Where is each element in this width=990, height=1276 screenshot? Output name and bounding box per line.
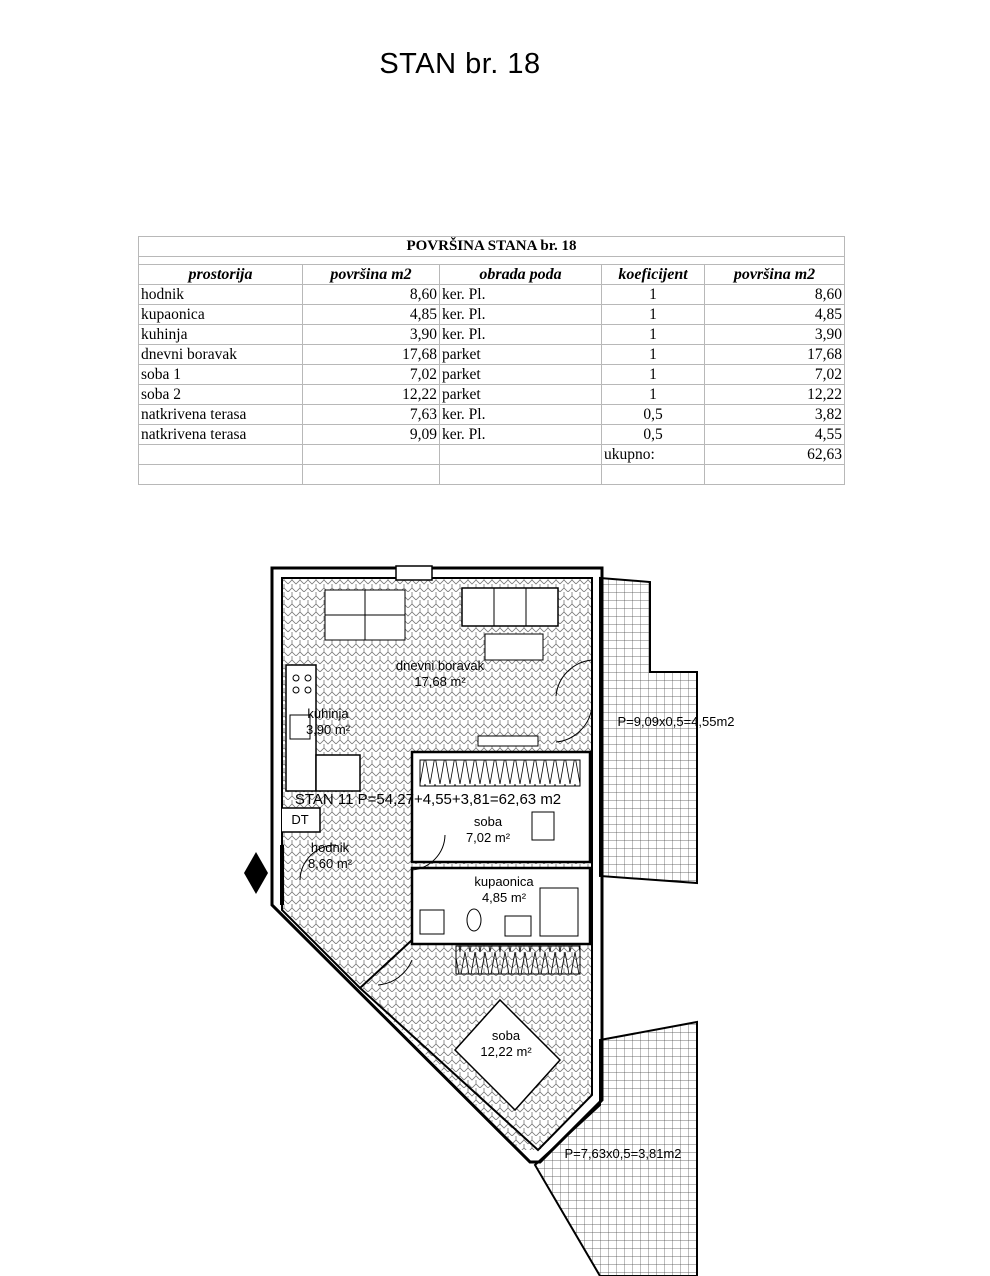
label-hall-area: 8,60 m² <box>307 856 353 871</box>
cell-floor: parket <box>440 365 602 385</box>
cell-coef: 0,5 <box>602 425 705 445</box>
cell-floor: ker. Pl. <box>440 325 602 345</box>
cell-area: 4,85 <box>303 305 440 325</box>
cell-net: 17,68 <box>705 345 845 365</box>
washing-machine-icon <box>540 888 578 936</box>
wardrobe-icon <box>420 760 580 786</box>
label-room2-name: soba <box>491 1028 521 1043</box>
entrance-icon <box>244 852 268 894</box>
cell-coef: 1 <box>602 365 705 385</box>
label-room2-area: 12,22 m² <box>480 1044 532 1059</box>
label-terrace-bottom: P=7,63x0,5=3,81m2 <box>564 1146 682 1161</box>
header-povrsina: površina m2 <box>303 265 440 285</box>
cell-coef: 1 <box>602 385 705 405</box>
wardrobe-icon <box>456 946 580 974</box>
sofa <box>462 588 558 626</box>
toilet-icon <box>467 909 481 931</box>
cell-net: 7,02 <box>705 365 845 385</box>
label-bath-name: kupaonica <box>474 874 534 889</box>
kitchen-corner <box>316 755 360 791</box>
cell-room: soba 1 <box>139 365 303 385</box>
shower-icon <box>420 910 444 934</box>
cell-floor: parket <box>440 345 602 365</box>
terrace-top <box>600 578 697 883</box>
washbasin-icon <box>505 916 531 936</box>
label-kitchen-area: 3,90 m² <box>305 722 351 737</box>
cell-area: 7,63 <box>303 405 440 425</box>
cell-net: 3,82 <box>705 405 845 425</box>
cell-room: natkrivena terasa <box>139 405 303 425</box>
cell-floor: parket <box>440 385 602 405</box>
header-koeficijent: koeficijent <box>602 265 705 285</box>
cell-net: 4,85 <box>705 305 845 325</box>
header-povrsina-net: površina m2 <box>705 265 845 285</box>
cell-area: 7,02 <box>303 365 440 385</box>
cell-coef: 1 <box>602 285 705 305</box>
label-terrace-top: P=9,09x0,5=4,55m2 <box>617 714 735 729</box>
table-caption: POVRŠINA STANA br. 18 <box>139 237 845 257</box>
cell-area: 8,60 <box>303 285 440 305</box>
cell-net: 12,22 <box>705 385 845 405</box>
cell-room: soba 2 <box>139 385 303 405</box>
label-living-area: 17,68 m² <box>414 674 466 689</box>
cell-area: 12,22 <box>303 385 440 405</box>
cell-net: 8,60 <box>705 285 845 305</box>
label-hall-name: hodnik <box>310 840 350 855</box>
cell-coef: 1 <box>602 325 705 345</box>
cell-coef: 1 <box>602 305 705 325</box>
total-label: ukupno: <box>602 445 705 465</box>
window-top <box>396 566 432 580</box>
cell-floor: ker. Pl. <box>440 425 602 445</box>
tv-unit <box>478 736 538 746</box>
header-obrada-poda: obrada poda <box>440 265 602 285</box>
page-title: STAN br. 18 <box>379 48 541 80</box>
cell-net: 4,55 <box>705 425 845 445</box>
label-room1-area: 7,02 m² <box>465 830 511 845</box>
cell-area: 9,09 <box>303 425 440 445</box>
cell-floor: ker. Pl. <box>440 305 602 325</box>
label-bath-area: 4,85 m² <box>481 890 527 905</box>
coffee-table <box>485 634 543 660</box>
label-dt: DT <box>291 812 309 827</box>
label-living-name: dnevni boravak <box>395 658 485 673</box>
cell-room: hodnik <box>139 285 303 305</box>
cell-room: kupaonica <box>139 305 303 325</box>
cell-coef: 0,5 <box>602 405 705 425</box>
cell-area: 3,90 <box>303 325 440 345</box>
cell-room: dnevni boravak <box>139 345 303 365</box>
label-room1-name: soba <box>473 814 503 829</box>
cell-area: 17,68 <box>303 345 440 365</box>
cell-floor: ker. Pl. <box>440 285 602 305</box>
cell-floor: ker. Pl. <box>440 405 602 425</box>
cell-room: natkrivena terasa <box>139 425 303 445</box>
total-value: 62,63 <box>705 445 845 465</box>
cell-coef: 1 <box>602 345 705 365</box>
label-kitchen-name: kuhinja <box>307 706 349 721</box>
header-prostorija: prostorija <box>139 265 303 285</box>
label-summary: STAN 11 P=54,27+4,55+3,81=62,63 m2 <box>294 791 562 808</box>
desk <box>532 812 554 840</box>
cell-room: kuhinja <box>139 325 303 345</box>
cell-net: 3,90 <box>705 325 845 345</box>
